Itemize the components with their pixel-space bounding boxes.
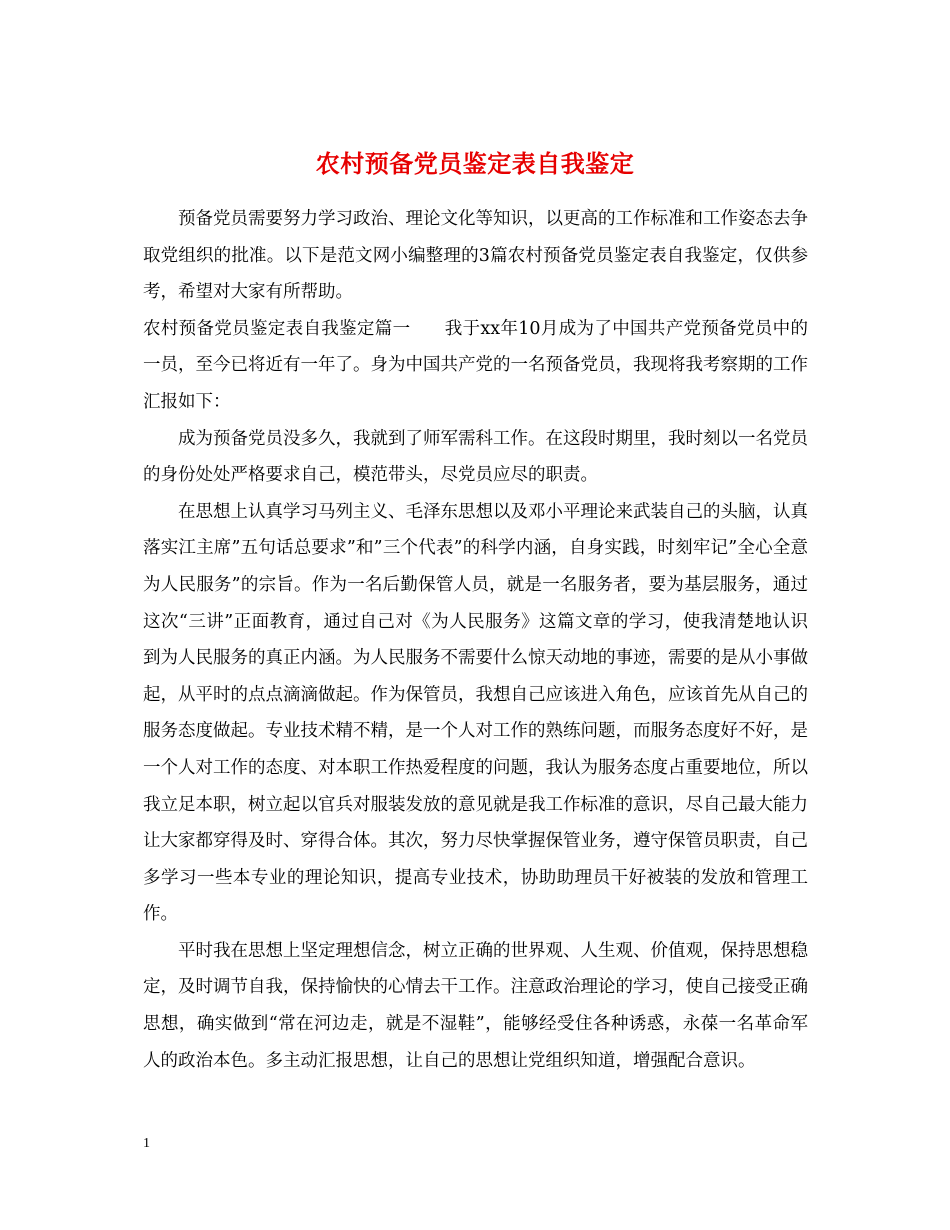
section-heading: 农村预备党员鉴定表自我鉴定篇一 [143, 318, 411, 339]
body-paragraph: 平时我在思想上坚定理想信念，树立正确的世界观、人生观、价值观，保持思想稳定，及时调节自我，保持愉快的心情去干工作。注意政治理论的学习，使自己接受正确思想，确实做到“常在河边走，就是不湿鞋”，能够经受住各种诱惑，永葆一名革命军人的政治本色。多主动汇报思想，让自己的思想让党组织知道，增强配合意识。 [143, 940, 808, 1071]
document-title: 农村预备党员鉴定表自我鉴定 [315, 149, 635, 179]
document-body [143, 201, 808, 1079]
body-paragraph: 成为预备党员没多久，我就到了师军需科工作。在这段时期里，我时刻以一名党员的身份处处严格要求自己，模范带头，尽党员应尽的职责。 [143, 428, 808, 486]
section-one-text: 我于xx年10月成为了中国共产党预备党员中的一员，至今已将近有一年了。身为中国共产党的一名预备党员，我现将我考察期的工作汇报如下： [143, 318, 808, 412]
page-number: 1 [143, 1136, 150, 1151]
intro-paragraph: 预备党员需要努力学习政治、理论文化等知识，以更高的工作标准和工作姿态去争取党组织的批准。以下是范文网小编整理的3篇农村预备党员鉴定表自我鉴定，仅供参考，希望对大家有所帮助。 [143, 209, 808, 303]
section-one-paragraph [143, 311, 808, 421]
body-paragraph: 在思想上认真学习马列主义、毛泽东思想以及邓小平理论来武装自己的头脑，认真落实江主席”五句话总要求”和”三个代表”的科学内涵，自身实践，时刻牢记”全心全意为人民服务”的宗旨。作为一名后勤保管人员，就是一名服务者，要为基层服务，通过这次“三讲”正面教育，通过自己对《为人民服务》这篇文章的学习，使我清楚地认识到为人民服务的真正内涵。为人民服务不需要什么惊天动地的事迹，需要的是从小事做起，从平时的点点滴滴做起。作为保管员，我想自己应该进入角色，应该首先从自己的服务态度做起。专业技术精不精，是一个人对工作的熟练问题，而服务态度好不好，是一个人对工作的态度、对本职工作热爱程度的问题，我认为服务态度占重要地位，所以我立足本职，树立起以官兵对服装发放的意见就是我工作标准的意识，尽自己最大能力让大家都穿得及时、穿得合体。其次，努力尽快掌握保管业务，遵守保管员职责，自己多学习一些本专业的理论知识，提高专业技术，协助助理员干好被装的发放和管理工作。 [143, 501, 808, 925]
